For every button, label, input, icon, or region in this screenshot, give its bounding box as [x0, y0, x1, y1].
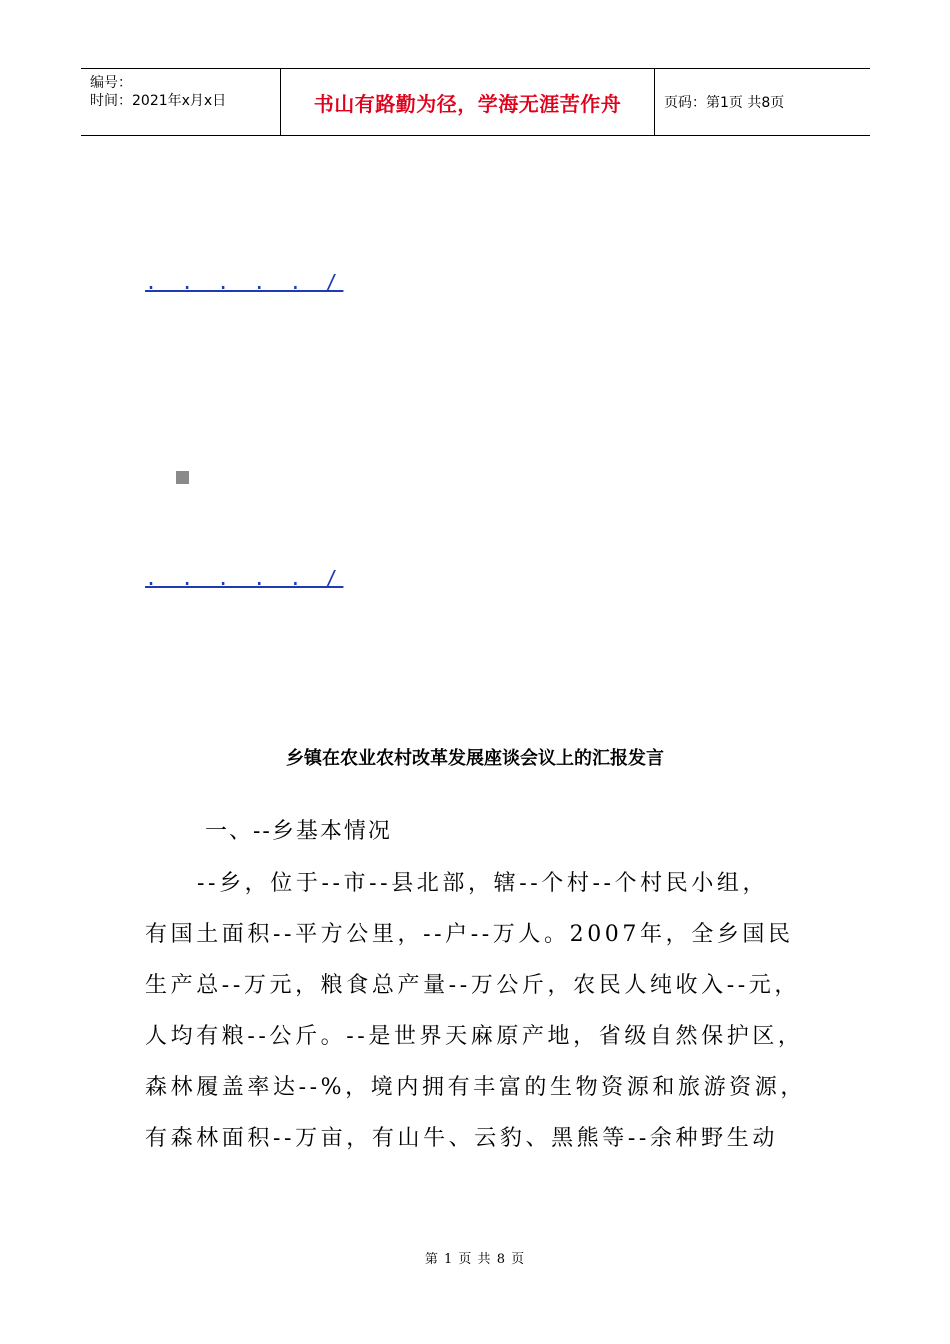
motto: 书山有路勤为径，学海无涯苦作舟 — [281, 69, 655, 135]
body-line: 森林履盖率达--%，境内拥有丰富的生物资源和旅游资源， — [145, 1075, 806, 1100]
dots-link-2[interactable]: . . . . . / — [145, 566, 344, 590]
body-line: 有国土面积--平方公里，--户--万人。2007年，全乡国民 — [145, 922, 794, 947]
body-line: 人均有粮--公斤。--是世界天麻原产地，省级自然保护区， — [145, 1024, 804, 1049]
body-line: 有森林面积--万亩，有山牛、云豹、黑熊等--余种野生动 — [145, 1126, 778, 1151]
section-heading: 一、--乡基本情况 — [205, 819, 392, 844]
page-info: 页码：第1页 共8页 — [664, 95, 785, 111]
document-header — [81, 68, 870, 136]
page-footer: 第 1 页 共 8 页 — [424, 1252, 526, 1267]
body-line: --乡，位于--市--县北部，辖--个村--个村民小组， — [197, 871, 769, 896]
broken-image-icon — [176, 471, 189, 484]
body-line: 生产总--万元，粮食总产量--万公斤，农民人纯收入--元， — [145, 973, 801, 998]
body-paragraph — [145, 858, 825, 1164]
header-meta-cell — [81, 69, 281, 135]
document-title: 乡镇在农业农村改革发展座谈会议上的汇报发言 — [286, 748, 664, 769]
code-label: 编号： — [90, 75, 132, 91]
time-label: 时间：2021年x月x日 — [90, 93, 227, 109]
dots-link-1[interactable]: . . . . . / — [145, 270, 344, 294]
